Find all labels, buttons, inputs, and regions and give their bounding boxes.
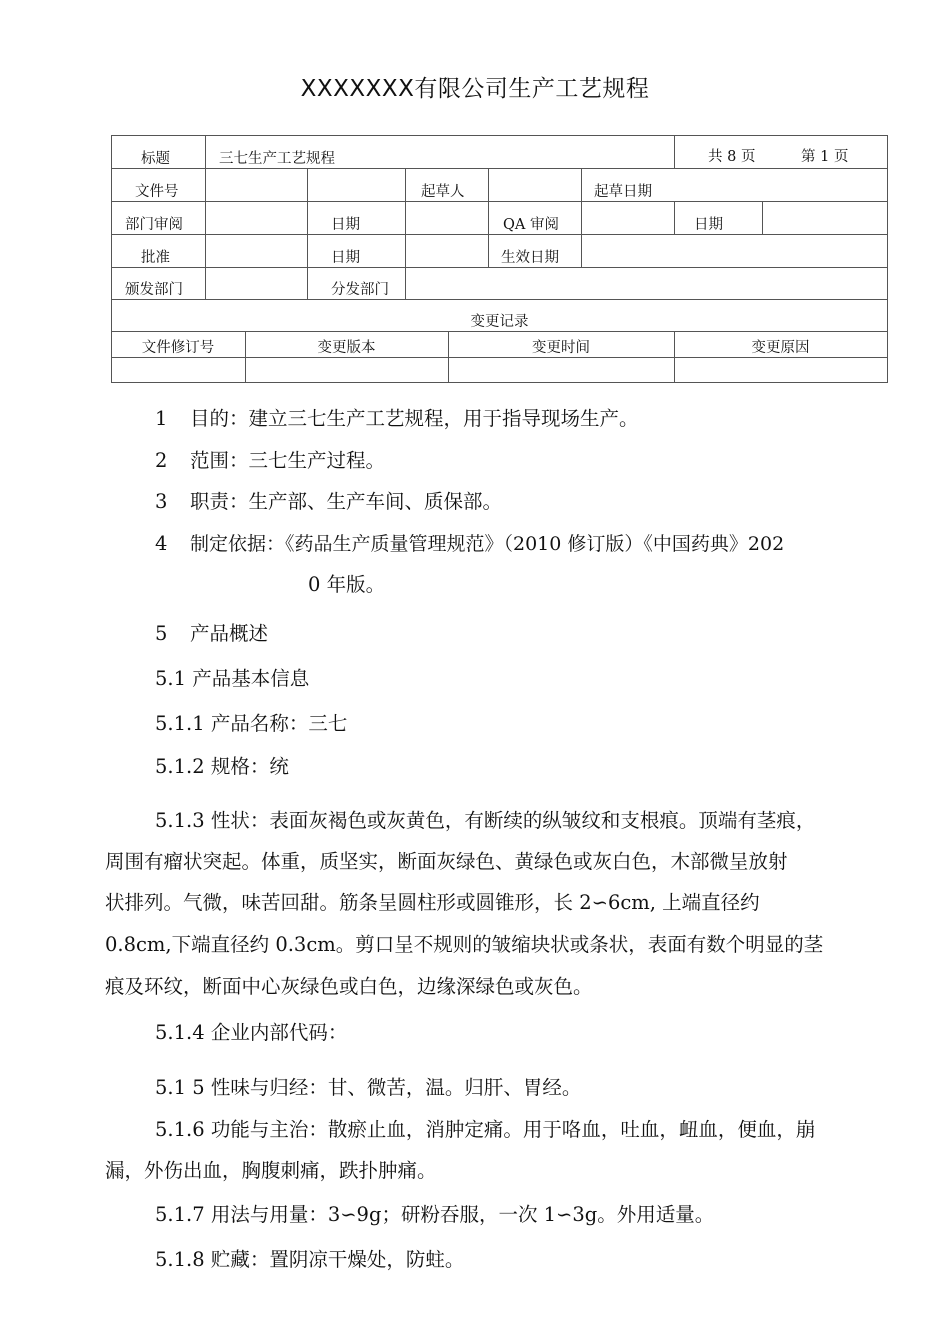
product-description-line: 0.8cm,下端直径约 0.3cm。剪口呈不规则的皱缩块状或条状，表面有数个明显的茎 (105, 933, 824, 956)
header-table (111, 135, 888, 383)
usage-dosage: 5.1.7 用法与用量：3∽9g；研粉吞服，一次 1∽3g。外用适量。 (155, 1203, 715, 1226)
table-border (111, 234, 888, 235)
section-number: 2 (155, 449, 168, 472)
table-border (674, 331, 675, 383)
product-description-line: 5.1.3 性状：表面灰褐色或灰黄色，有断续的纵皱纹和支根痕。顶端有茎痕， (155, 809, 816, 832)
subsection-heading: 5.1 产品基本信息 (155, 667, 310, 690)
date-label: 日期 (331, 217, 360, 233)
section-basis-line: 0 年版。 (308, 573, 386, 596)
date-label: 日期 (694, 217, 723, 233)
table-border (488, 168, 489, 201)
table-border (205, 135, 206, 299)
approve-label: 批准 (141, 250, 170, 266)
change-col-header: 变更时间 (532, 340, 590, 356)
table-border (111, 135, 888, 136)
effective-date-label: 生效日期 (501, 250, 559, 266)
total-pages: 共 8 页 (708, 149, 756, 165)
table-border (111, 382, 888, 383)
nature-meridian: 5.1 5 性味与归经：甘、微苦，温。归肝、胃经。 (155, 1076, 582, 1099)
change-col-header: 变更原因 (751, 340, 810, 356)
section-product-overview: 产品概述 (190, 622, 269, 645)
product-description-line: 状排列。气微，味苦回甜。筋条呈圆柱形或圆锥形，长 2∽6cm, 上端直径约 (105, 891, 760, 914)
table-border (111, 201, 888, 202)
dept-review-label: 部门审阅 (125, 217, 183, 233)
section-number: 3 (155, 490, 168, 513)
drafter-label: 起草人 (421, 184, 465, 200)
table-border (111, 331, 888, 332)
table-border (111, 357, 888, 358)
section-number: 5 (155, 622, 168, 645)
page-number: 第 1 页 (801, 149, 849, 165)
table-border (405, 168, 406, 299)
section-scope: 范围：三七生产过程。 (190, 449, 386, 472)
document-title: XXXXXXX有限公司生产工艺规程 (300, 76, 650, 102)
table-border (488, 201, 489, 234)
table-border (887, 135, 888, 383)
change-record-label: 变更记录 (470, 314, 529, 330)
storage: 5.1.8 贮藏：置阴凉干燥处，防蛀。 (155, 1248, 465, 1271)
function-indication-line: 漏，外伤出血，胸腹刺痛，跌扑肿痛。 (105, 1159, 437, 1182)
distribute-dept-label: 分发部门 (331, 282, 389, 298)
section-responsibility: 职责：生产部、生产车间、质保部。 (190, 490, 503, 513)
title-value: 三七生产工艺规程 (219, 151, 335, 167)
table-border (245, 331, 246, 383)
change-col-header: 文件修订号 (141, 340, 215, 356)
section-purpose: 目的：建立三七生产工艺规程，用于指导现场生产。 (190, 407, 639, 430)
table-border (111, 168, 888, 169)
function-indication-line: 5.1.6 功能与主治：散瘀止血，消肿定痛。用于咯血，吐血，衄血，便血，崩 (155, 1118, 816, 1141)
table-border (674, 201, 675, 234)
qa-review-label: QA 审阅 (503, 217, 559, 233)
section-number: 4 (155, 532, 168, 555)
table-border (448, 331, 449, 383)
table-border (307, 168, 308, 299)
section-basis-line: 制定依据：《药品生产质量管理规范》（2010 修订版）《中国药典》202 (190, 533, 785, 555)
product-name: 5.1.1 产品名称：三七 (155, 712, 348, 735)
table-border (762, 201, 763, 234)
title-label: 标题 (141, 151, 170, 167)
table-border (111, 299, 888, 300)
doc-no-label: 文件号 (135, 184, 179, 200)
product-description-line: 周围有瘤状突起。体重，质坚实，断面灰绿色、黄绿色或灰白色，木部微呈放射 (105, 850, 788, 873)
table-border (488, 234, 489, 267)
table-border (674, 135, 675, 168)
product-description-line: 痕及环纹，断面中心灰绿色或白色，边缘深绿色或灰色。 (105, 975, 593, 998)
product-spec: 5.1.2 规格：统 (155, 755, 289, 778)
draft-date-label: 起草日期 (594, 184, 652, 200)
change-col-header: 变更版本 (317, 340, 376, 356)
table-border (581, 168, 582, 267)
table-border (111, 267, 888, 268)
date-label: 日期 (331, 250, 360, 266)
internal-code: 5.1.4 企业内部代码： (155, 1021, 348, 1044)
issue-dept-label: 颁发部门 (125, 282, 183, 298)
section-number: 1 (155, 407, 168, 430)
